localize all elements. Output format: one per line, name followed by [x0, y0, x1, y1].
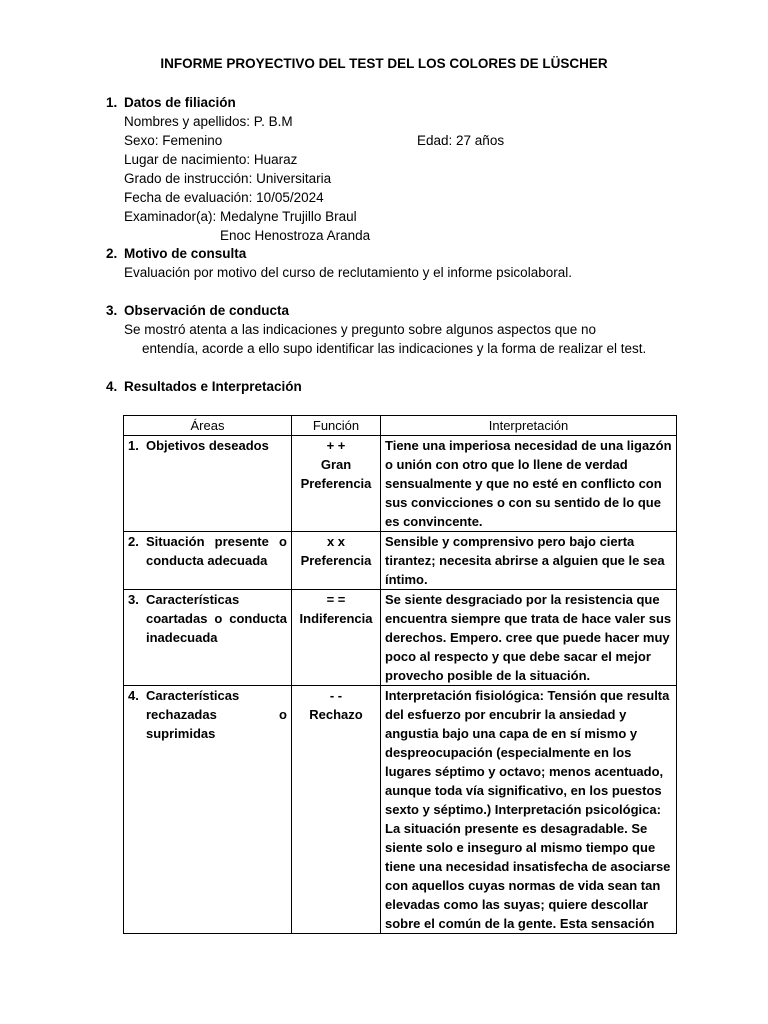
patient-sex: Sexo: Femenino — [124, 133, 223, 148]
area-number: 1. — [128, 438, 139, 453]
report-title: INFORME PROYECTIVO DEL TEST DEL LOS COLORES DE LÜSCHER — [160, 56, 608, 71]
table-header-row — [124, 416, 677, 436]
function-cell — [292, 436, 381, 532]
results-table — [123, 415, 677, 934]
section-4-heading: Resultados e Interpretación — [124, 379, 302, 394]
function-label: Preferencia — [300, 553, 372, 568]
interpretation-cell: Se siente desgraciado por la resistencia que encuentra siempre que trata de hace valer sus derechos. Empero. cree que puede hacer muy poco al respecto y que debe sacar el mejor provecho posible de la situación. — [381, 590, 677, 686]
area-number: 4. — [128, 688, 139, 703]
function-label: Gran Preferencia — [300, 457, 372, 491]
function-label: Indiferencia — [299, 611, 373, 626]
interpretation-cell: Interpretación fisiológica: Tensión que resulta del esfuerzo por encubrir la ansiedad y angustia bajo una capa de en sí mismo y despreocupación (especialmente en los lugares séptimo y octavo; menos acentuado, aunque toda vía significativo, en los puestos sexto y séptimo.) Interpretación psicológica: La situación presente es desagradable. Se siente solo e inseguro al mismo tiempo que tiene una necesidad insatisfecha de asociarse con aquellos cuyas normas de vida sean tan elevadas como las suyas; quiere descollar sobre el común de la gente. Esta sensación — [381, 686, 677, 934]
function-cell — [292, 532, 381, 590]
section-4-number: 4. — [106, 379, 118, 394]
area-number: 3. — [128, 592, 139, 607]
examiner-1: Examinador(a): Medalyne Trujillo Braul — [124, 209, 357, 224]
function-symbol: + + — [326, 438, 346, 453]
behavior-observation-line-1: Se mostró atenta a las indicaciones y pregunto sobre algunos aspectos que no — [124, 322, 597, 337]
patient-education: Grado de instrucción: Universitaria — [124, 171, 332, 186]
examiner-2: Enoc Henostroza Aranda — [220, 228, 371, 243]
table-row — [124, 686, 677, 934]
function-cell — [292, 686, 381, 934]
evaluation-date: Fecha de evaluación: 10/05/2024 — [124, 190, 324, 205]
table-row — [124, 532, 677, 590]
patient-birthplace: Lugar de nacimiento: Huaraz — [124, 152, 298, 167]
area-cell — [124, 436, 292, 532]
area-label: Situación presente o conducta adecuada — [146, 534, 287, 568]
header-function: Función — [292, 416, 381, 436]
function-symbol: = = — [326, 592, 346, 607]
interpretation-cell: Tiene una imperiosa necesidad de una ligazón o unión con otro que lo llene de verdad sensualmente y que no esté en conflicto con sus convicciones o con su sentido de lo que es convincente. — [381, 436, 677, 532]
patient-name: Nombres y apellidos: P. B.M — [124, 114, 293, 129]
area-label: Características rechazadas o suprimidas — [146, 688, 287, 741]
section-2-number: 2. — [106, 246, 118, 261]
function-label: Rechazo — [309, 707, 363, 722]
area-label: Objetivos deseados — [146, 438, 269, 453]
table-row — [124, 590, 677, 686]
function-cell — [292, 590, 381, 686]
area-number: 2. — [128, 534, 139, 549]
section-2-heading: Motivo de consulta — [124, 246, 247, 261]
function-symbol: x x — [326, 534, 346, 549]
section-1-number: 1. — [106, 95, 118, 110]
function-symbol: - - — [329, 688, 343, 703]
table-row — [124, 436, 677, 532]
section-3-heading: Observación de conducta — [124, 303, 290, 318]
patient-age: Edad: 27 años — [417, 133, 505, 148]
area-cell — [124, 686, 292, 934]
header-areas: Áreas — [124, 416, 292, 436]
area-label: Características coartadas o conducta inadecuada — [146, 592, 287, 645]
area-cell — [124, 532, 292, 590]
section-1-heading: Datos de filiación — [124, 95, 236, 110]
interpretation-cell: Sensible y comprensivo pero bajo cierta tirantez; necesita abrirse a alguien que le sea íntimo. — [381, 532, 677, 590]
consultation-reason: Evaluación por motivo del curso de reclutamiento y el informe psicolaboral. — [124, 265, 572, 280]
section-3-number: 3. — [106, 303, 118, 318]
header-interpretation: Interpretación — [381, 416, 677, 436]
behavior-observation-line-2: entendía, acorde a ello supo identificar las indicaciones y la forma de realizar el test. — [142, 341, 647, 356]
area-cell — [124, 590, 292, 686]
